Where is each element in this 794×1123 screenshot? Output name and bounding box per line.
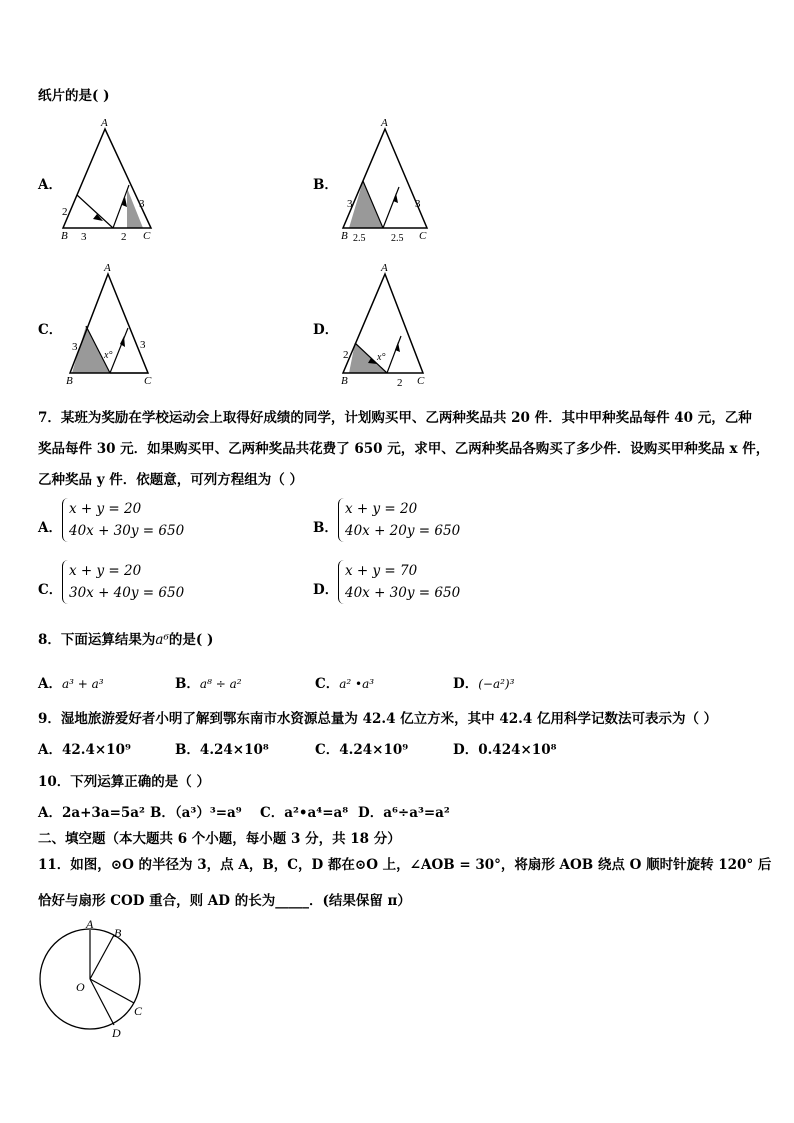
q6-d-vertex-b: B <box>341 375 348 387</box>
q9-option-c <box>315 738 408 758</box>
q10-option-b <box>150 801 242 821</box>
q6-figure-b <box>335 115 445 245</box>
q6-d-base-right: 2 <box>397 377 403 389</box>
q6-a-vertex-b: B <box>61 230 68 242</box>
q9-option-b-label: B． <box>175 742 200 758</box>
q8-stem-math: a⁶ <box>155 632 169 648</box>
q9-option-d-text: 0.424×10⁸ <box>478 742 557 758</box>
q6-a-base-right: 2 <box>121 231 127 243</box>
q6-c-left-side: 3 <box>72 341 78 353</box>
q10-option-a-label: A． <box>38 805 62 821</box>
q6-d-vertex-a: A <box>381 262 388 274</box>
q9-option-c-label: C． <box>315 742 340 758</box>
q10-option-d-label: D． <box>358 805 384 821</box>
q7-option-c-eq2: 30x + 40y = 650 <box>69 585 185 601</box>
q10-stem: 10．下列运算正确的是（ ） <box>38 774 210 790</box>
q6-c-vertex-b: B <box>66 375 73 387</box>
q10-option-a <box>38 801 145 821</box>
q7-option-d-eq1: x + y = 70 <box>345 563 418 579</box>
q10-option-c-text: a²•a⁴=a⁸ <box>284 805 349 821</box>
q7-option-b-system <box>338 498 460 542</box>
q6-b-base-left: 2.5 <box>353 233 366 244</box>
q8-option-a-expr: a³ + a³ <box>61 677 104 691</box>
q7-option-d-eq2: 40x + 30y = 650 <box>345 585 461 601</box>
q10-option-b-text: （a³）³=a⁹ <box>174 805 242 821</box>
q6-a-base-left: 3 <box>81 231 87 243</box>
q7-option-c-eq1: x + y = 20 <box>69 563 142 579</box>
q7-option-a-system <box>62 498 184 542</box>
q7-option-b-label: B． <box>313 520 338 536</box>
q7-option-a-label: A． <box>38 520 62 536</box>
q9-stem: 9．湿地旅游爱好者小明了解到鄂东南市水资源总量为 42.4 亿立方米，其中 42.4 亿用科学记数法可表示为（ ） <box>38 711 718 727</box>
q6-a-vertex-c: C <box>143 230 151 242</box>
q9-option-d-label: D． <box>453 742 479 758</box>
q6-stem-tail: 纸片的是( ) <box>38 88 110 104</box>
q7-option-b-eq2: 40x + 20y = 650 <box>345 523 461 539</box>
q7-option-a-eq2: 40x + 30y = 650 <box>69 523 185 539</box>
q6-option-a-label: A． <box>38 177 62 193</box>
q8-option-d <box>453 672 514 692</box>
q9-option-c-text: 4.24×10⁹ <box>339 742 409 758</box>
q11-point-d: D <box>112 1026 121 1040</box>
q7-option-b-eq1: x + y = 20 <box>345 501 418 517</box>
q8-option-d-expr: (−a²)³ <box>478 677 515 691</box>
q6-figure-d <box>335 260 445 390</box>
q11-point-b: B <box>114 926 122 940</box>
q6-d-left-side: 2 <box>343 349 349 361</box>
q8-stem <box>38 628 213 648</box>
q6-figure-a <box>55 115 165 245</box>
q11-point-o: O <box>76 980 85 994</box>
q6-b-left-side: 3 <box>347 198 353 210</box>
q9-option-a-label: A． <box>38 742 62 758</box>
q7-stem-line1: 7．某班为奖励在学校运动会上取得好成绩的同学，计划购买甲、乙两种奖品共 20 件．其中甲种奖品每件 40 元，乙种 <box>38 410 752 426</box>
q11-stem-line1: 11．如图，⊙O 的半径为 3，点 A，B，C，D 都在⊙O 上，∠AOB = 30°，将扇形 AOB 绕点 O 顺时针旋转 120° 后 <box>38 857 772 873</box>
q6-option-c-label: C． <box>38 322 63 338</box>
q8-option-c-expr: a² •a³ <box>339 677 375 691</box>
q6-c-angle: x° <box>104 350 113 361</box>
q6-c-right-side: 3 <box>140 339 146 351</box>
q8-option-a-label: A． <box>38 676 62 692</box>
q8-stem-tail: 的是( ) <box>168 632 214 648</box>
q11-stem-line2: 恰好与扇形 COD 重合，则 AD 的长为_____．(结果保留 π） <box>38 893 411 909</box>
q11-circle-figure <box>30 915 160 1045</box>
q10-option-d <box>358 801 450 821</box>
q10-option-c-label: C． <box>260 805 285 821</box>
q6-b-vertex-c: C <box>419 230 427 242</box>
q7-option-d-system <box>338 560 460 604</box>
q8-option-c <box>315 672 374 692</box>
q6-b-vertex-b: B <box>341 230 348 242</box>
q9-option-a-text: 42.4×10⁹ <box>61 742 131 758</box>
q10-option-c <box>260 801 348 821</box>
q9-option-b-text: 4.24×10⁸ <box>199 742 269 758</box>
q6-c-vertex-c: C <box>144 375 152 387</box>
q7-option-a-eq1: x + y = 20 <box>69 501 142 517</box>
q7-stem-line3: 乙种奖品 y 件．依题意，可列方程组为（ ） <box>38 472 303 488</box>
q11-point-a: A <box>86 917 94 931</box>
q6-a-vertex-a: A <box>101 117 108 129</box>
q10-option-d-text: a⁶÷a³=a² <box>383 805 450 821</box>
q6-figure-c <box>58 260 168 390</box>
q7-option-d-label: D． <box>313 582 339 598</box>
q9-option-b <box>175 738 269 758</box>
q6-d-vertex-c: C <box>417 375 425 387</box>
q8-stem-text: 8．下面运算结果为 <box>38 632 156 648</box>
q7-option-c-system <box>62 560 184 604</box>
q10-option-b-label: B． <box>150 805 175 821</box>
q6-a-right-side: 3 <box>139 198 145 210</box>
q9-option-a <box>38 738 131 758</box>
q6-a-left-side: 2 <box>62 206 68 218</box>
q6-option-d-label: D． <box>313 322 339 338</box>
q8-option-a <box>38 672 104 692</box>
q6-d-angle: x° <box>377 352 386 363</box>
q7-stem-line2: 奖品每件 30 元．如果购买甲、乙两种奖品共花费了 650 元，求甲、乙两种奖品各购买了多少件．设购买甲种奖品 x 件， <box>38 441 770 457</box>
q7-option-c-label: C． <box>38 582 63 598</box>
q11-point-c: C <box>134 1004 143 1018</box>
q8-option-b-label: B． <box>175 676 200 692</box>
section-heading-fill-in: 二、填空题（本大题共 6 个小题，每小题 3 分，共 18 分） <box>38 831 401 847</box>
q8-option-d-label: D． <box>453 676 479 692</box>
q8-option-b-expr: a⁸ ÷ a² <box>199 677 242 691</box>
q6-option-b-label: B． <box>313 177 338 193</box>
q8-option-b <box>175 672 242 692</box>
q6-c-vertex-a: A <box>104 262 111 274</box>
q6-b-base-right: 2.5 <box>391 233 404 244</box>
q10-option-a-text: 2a+3a=5a² <box>61 805 145 821</box>
q9-option-d <box>453 738 557 758</box>
q8-option-c-label: C． <box>315 676 340 692</box>
q6-b-right-side: 3 <box>415 198 421 210</box>
q6-b-vertex-a: A <box>381 117 388 129</box>
